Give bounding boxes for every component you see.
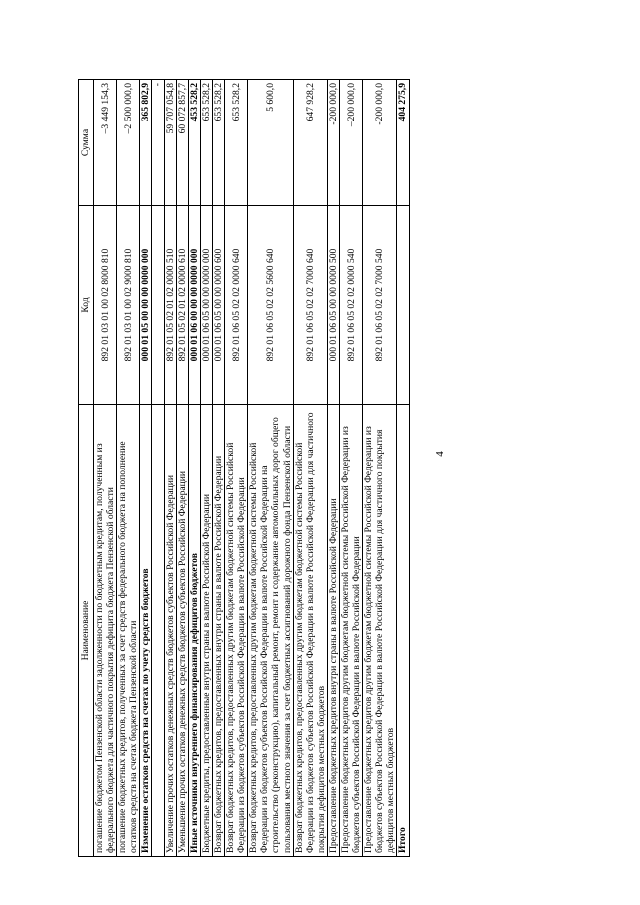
row-sum-cell: 653 528,2 [212,80,224,206]
table-header-row [79,80,94,857]
table-row [152,80,164,857]
table-row [140,80,152,857]
table-row [225,80,248,857]
row-name-cell: Предоставление бюджетных кредитов внутри страны в валюте Российской Федерации [327,405,339,857]
row-name-cell: Увеличение прочих остатков денежных средств бюджетов субъектов Российской Федерации [164,405,176,857]
row-sum-cell: - [152,80,164,206]
sources-financing-table [78,79,410,857]
row-sum-cell: –3 449 154,3 [94,80,117,206]
row-name-cell: Изменение остатков средств на счетах по учету средств бюджетов [140,405,152,857]
row-name-cell: Уменьшение прочих остатков денежных средств бюджетов субъектов Российской Федерации [176,405,188,857]
table-row [339,80,362,857]
table-row [117,80,140,857]
table-body [94,80,410,857]
row-code-cell: 892 01 03 01 00 02 8000 810 [94,206,117,405]
row-name-cell [152,405,164,857]
row-sum-cell: 647 928,2 [293,80,327,206]
row-name-cell: погашение бюджетных кредитов, полученных за счет средств федерального бюджета на пополнение остатков средств на счетах бюджета Пензенской области [117,405,140,857]
row-name-cell: Предоставление бюджетных кредитов другим бюджетам бюджетной системы Российской Федерации из бюджетов субъектов Российской Федерации в валюте Российской Федерации [339,405,362,857]
row-sum-cell: 404 275,9 [397,80,409,206]
table-row [164,80,176,857]
row-sum-cell: -200 000,0 [327,80,339,206]
row-code-cell: 000 01 05 00 00 00 0000 000 [140,206,152,405]
page-number: 4 [433,451,446,457]
table-row [176,80,188,857]
header-code: Код [79,206,94,405]
row-name-cell: погашение бюджетом Пензенской области задолженности по бюджетным кредитам, полученным из федерального бюджета для частичного покрытия дефицита бюджета Пензенской области [94,405,117,857]
row-sum-cell: 653 528,2 [225,80,248,206]
row-sum-cell: -200 000,0 [363,80,397,206]
header-name: Наименование [79,405,94,857]
row-code-cell [152,206,164,405]
row-sum-cell: 5 600,0 [248,80,293,206]
row-name-cell: Возврат бюджетных кредитов, предоставленных другим бюджетам бюджетной системы Российской Федерации из бюджетов субъектов Российской Федерации в валюте Российской Федерации [225,405,248,857]
row-sum-cell: 59 707 054,8 [164,80,176,206]
table-row [397,80,409,857]
row-name-cell: Возврат бюджетных кредитов, предоставленных другим бюджетам бюджетной системы Российской Федерации из бюджетов субъектов Российской Федерации в валюте Российской Федерации для частичного покрытия дефицитов местных бюджетов [293,405,327,857]
row-name-cell: Возврат бюджетных кредитов, предоставленных другим бюджетам бюджетной системы Российской Федерации из бюджетов субъектов Российской Федерации в валюте Российской Федерации на строительство (реконструкцию), капитальный ремонт, ремонт и содержание автомобильных дорог общего пользования местного значения за счет бюджетных ассигнований дорожного фонда Пензенской области [248,405,293,857]
row-code-cell: 892 01 05 02 01 02 0000 510 [164,206,176,405]
table-row [293,80,327,857]
row-code-cell: 892 01 06 05 02 02 7000 640 [293,206,327,405]
row-sum-cell: 60 072 857,7 [176,80,188,206]
row-name-cell: Иные источники внутреннего финансирования дефицитов бюджетов [188,405,200,857]
row-name-cell: Бюджетные кредиты, предоставленные внутри страны в валюте Российской Федерации [200,405,212,857]
row-code-cell: 892 01 06 05 02 02 5600 640 [248,206,293,405]
row-code-cell: 892 01 06 05 02 02 0000 640 [225,206,248,405]
row-code-cell: 000 01 06 05 00 00 0000 000 [200,206,212,405]
row-name-cell: Итого [397,405,409,857]
table-row [248,80,293,857]
table-row [94,80,117,857]
row-sum-cell: 365 802,9 [140,80,152,206]
row-name-cell: Возврат бюджетных кредитов, предоставленных внутри страны в валюте Российской Федерации [212,405,224,857]
row-sum-cell: 653 528,2 [200,80,212,206]
row-name-cell: Предоставление бюджетных кредитов другим бюджетам бюджетной системы Российской Федерации из бюджетов субъектов Российской Федерации в валюте Российской Федерации для частичного покрытия дефицитов местных бюджетов [363,405,397,857]
row-code-cell: 892 01 05 02 01 02 0000 610 [176,206,188,405]
row-code-cell: 000 01 06 05 00 00 0000 600 [212,206,224,405]
row-sum-cell: –200 000,0 [339,80,362,206]
row-sum-cell: 453 528,2 [188,80,200,206]
row-code-cell [397,206,409,405]
table-row [212,80,224,857]
table-row [200,80,212,857]
row-code-cell: 000 01 06 00 00 00 0000 000 [188,206,200,405]
table-row [188,80,200,857]
table-row [327,80,339,857]
row-sum-cell: –2 500 000,0 [117,80,140,206]
table-row [363,80,397,857]
header-sum: Сумма [79,80,94,206]
row-code-cell: 892 01 06 05 02 02 0000 540 [339,206,362,405]
row-code-cell: 892 01 06 05 02 02 7000 540 [363,206,397,405]
row-code-cell: 892 01 03 01 00 02 9000 810 [117,206,140,405]
rotated-table-container [78,80,562,857]
row-code-cell: 000 01 06 05 00 00 0000 500 [327,206,339,405]
